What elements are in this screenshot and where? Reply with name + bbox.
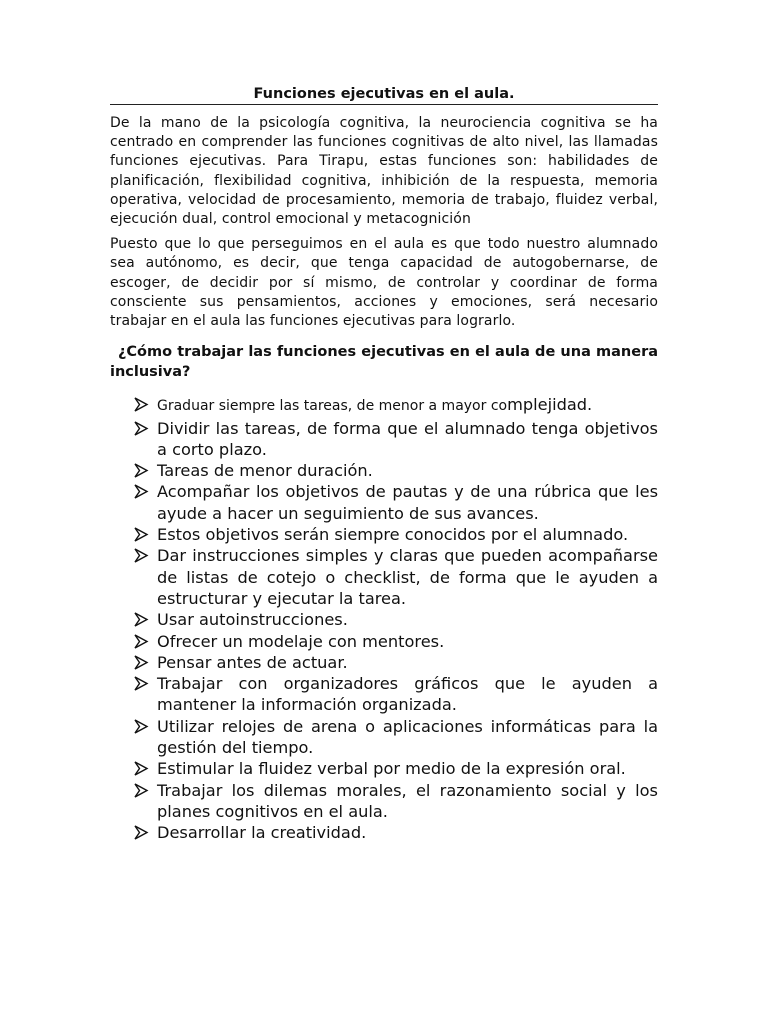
arrowhead-bullet-icon — [133, 631, 149, 652]
list-item — [110, 716, 658, 759]
list-item — [110, 780, 658, 823]
list-item — [110, 631, 658, 652]
title-underline — [110, 104, 658, 105]
list-item — [110, 394, 658, 417]
intro-paragraph: De la mano de la psicología cognitiva, la neurociencia cognitiva se ha centrado en comprender las funciones cognitivas de alto nivel, las llamadas funciones ejecutivas. Para Tirapu, estas funciones son: habilidades de planificación, flexibilidad cognitiva, inhibición de la respuesta, memoria operativa, velocidad de procesamiento, memoria de trabajo, fluidez verbal, ejecución dual, control emocional y metacognición — [110, 115, 658, 228]
arrowhead-bullet-icon — [133, 673, 149, 694]
document-page — [110, 84, 658, 843]
arrowhead-bullet-icon — [133, 545, 149, 566]
list-item — [110, 673, 658, 716]
list-item — [110, 822, 658, 843]
list-item-text: Tareas de menor duración. — [157, 461, 373, 481]
section-heading: ¿Cómo trabajar las funciones ejecutivas en el aula de una manera inclusiva? — [110, 344, 658, 380]
arrowhead-bullet-icon — [133, 780, 149, 801]
list-item-text: Utilizar relojes de arena o aplicaciones informáticas para la gestión del tiempo. — [157, 716, 658, 757]
list-item-text: Ofrecer un modelaje con mentores. — [157, 631, 445, 651]
list-item-text: Acompañar los objetivos de pautas y de una rúbrica que les ayude a hacer un seguimiento de sus avances. — [157, 482, 658, 523]
list-item — [110, 545, 658, 609]
arrowhead-bullet-icon — [133, 394, 149, 415]
arrowhead-bullet-icon — [133, 481, 149, 502]
list-item-text: Desarrollar la creatividad. — [157, 823, 367, 843]
list-item — [110, 418, 658, 461]
list-item — [110, 758, 658, 779]
arrowhead-bullet-icon — [133, 822, 149, 843]
arrowhead-bullet-icon — [133, 758, 149, 779]
document-title: Funciones ejecutivas en el aula. — [253, 86, 515, 102]
arrowhead-bullet-icon — [133, 652, 149, 673]
arrowhead-bullet-icon — [133, 716, 149, 737]
list-item-text: Trabajar los dilemas morales, el razonamiento social y los planes cognitivos en el aula. — [157, 780, 658, 821]
list-item-text-start: Graduar siempre las tareas, de menor a mayor co — [157, 398, 508, 415]
list-item-text: Estimular la fluidez verbal por medio de la expresión oral. — [157, 759, 626, 779]
list-item-text: Estos objetivos serán siempre conocidos por el alumnado. — [157, 525, 629, 545]
list-item-text: Trabajar con organizadores gráficos que le ayuden a mantener la información organizada. — [157, 674, 658, 715]
list-item-text: Dar instrucciones simples y claras que pueden acompañarse de listas de cotejo o checklist, de forma que le ayuden a estructurar y ejecutar la tarea. — [157, 546, 658, 608]
list-item — [110, 524, 658, 545]
list-item — [110, 481, 658, 524]
list-item — [110, 460, 658, 481]
arrowhead-bullet-icon — [133, 524, 149, 545]
list-item-text: Usar autoinstrucciones. — [157, 610, 348, 630]
arrowhead-bullet-icon — [133, 609, 149, 630]
strategy-list — [110, 394, 658, 843]
list-item-text: Pensar antes de actuar. — [157, 652, 348, 672]
list-item — [110, 652, 658, 673]
list-item-text-end: mplejidad. — [507, 395, 593, 415]
list-item-text: Dividir las tareas, de forma que el alumnado tenga objetivos a corto plazo. — [157, 418, 658, 459]
goal-paragraph: Puesto que lo que perseguimos en el aula es que todo nuestro alumnado sea autónomo, es decir, que tenga capacidad de autogobernarse, de escoger, de decidir por sí mismo, de controlar y coordinar de forma consciente sus pensamientos, acciones y emociones, será necesario trabajar en el aula las funciones ejecutivas para lograrlo. — [110, 236, 658, 330]
arrowhead-bullet-icon — [133, 418, 149, 439]
list-item — [110, 609, 658, 630]
arrowhead-bullet-icon — [133, 460, 149, 481]
